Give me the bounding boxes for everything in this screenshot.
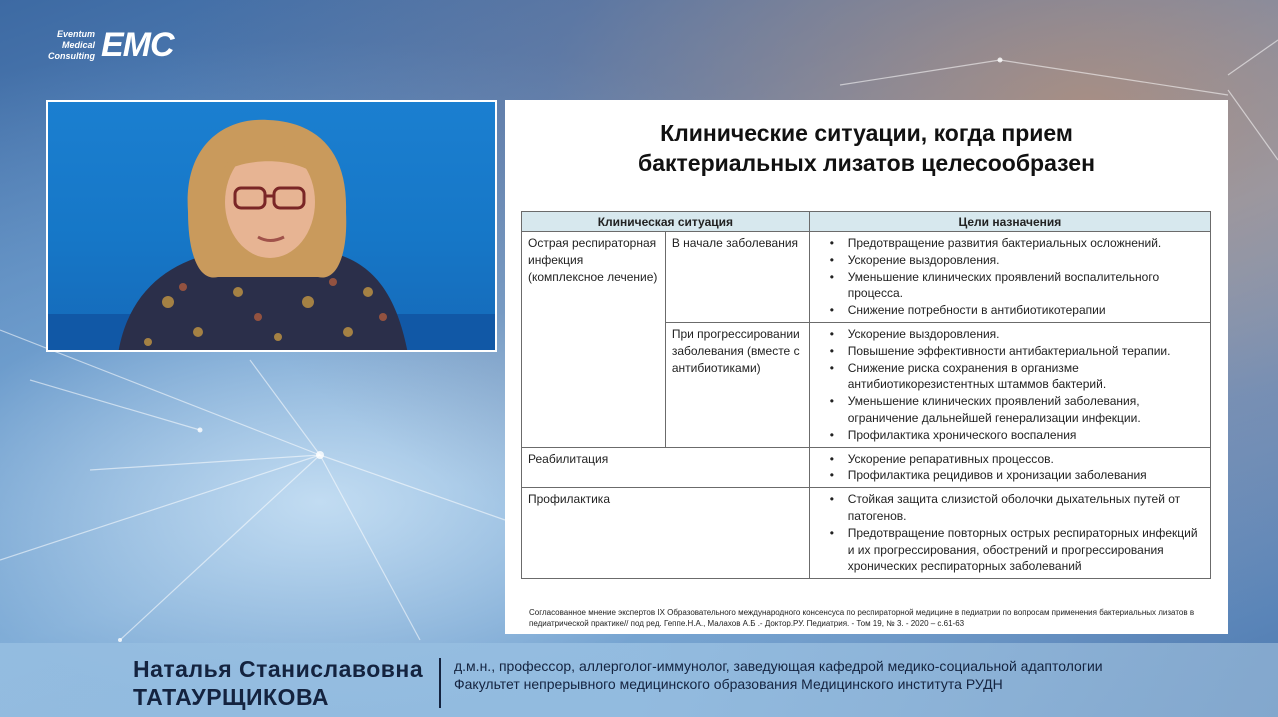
emc-logo: [48, 28, 174, 62]
situation-cell: Реабилитация: [522, 447, 810, 488]
slide-title-line: бактериальных лизатов целесообразен: [638, 150, 1095, 176]
lower-third-divider: [439, 658, 441, 708]
logo-caption: [48, 29, 95, 62]
column-header-goals: Цели назначения: [809, 212, 1210, 232]
goal-item: • Уменьшение клинических проявлений воспалительного процесса.: [830, 269, 1204, 303]
table-row: [522, 447, 1211, 488]
presentation-slide: [505, 100, 1228, 634]
speaker-name: [133, 655, 423, 711]
goal-item: • Предотвращение повторных острых респираторных инфекций и их прогрессирования, обострений и прогрессирования хронических респираторных заболеваний: [830, 525, 1204, 575]
logo-mark: EMC: [101, 26, 174, 64]
slide-reference: Согласованное мнение экспертов IX Образовательного международного консенсуса по респираторной медицине в педиатрии по вопросам применения бактериальных лизатов в педиатрической практике// под ред. Геппе.Н.А., Малахов А.Б .- Доктор.РУ. Педиатрия. - Том 19, № 3. - 2020 – с.61-63: [529, 608, 1195, 628]
goals-list: [816, 326, 1204, 444]
goals-list: [816, 451, 1204, 485]
goal-item: • Снижение потребности в антибиотикотерапии: [830, 302, 1204, 319]
speaker-affiliation-line: Факультет непрерывного медицинского образования Медицинского института РУДН: [454, 676, 1003, 692]
goal-item: • Ускорение репаративных процессов.: [830, 451, 1204, 468]
goal-item: • Профилактика хронического воспаления: [830, 427, 1204, 444]
table-row: [522, 232, 1211, 323]
goal-item: • Стойкая защита слизистой оболочки дыхательных путей от патогенов.: [830, 491, 1204, 525]
goal-item: • Предотвращение развития бактериальных осложнений.: [830, 235, 1204, 252]
goal-item: • Ускорение выздоровления.: [830, 326, 1204, 343]
goals-cell: [809, 488, 1210, 579]
slide-title: [505, 118, 1228, 178]
goal-item: • Профилактика рецидивов и хронизации заболевания: [830, 467, 1204, 484]
presenter-silhouette: [48, 102, 497, 352]
goal-item: • Уменьшение клинических проявлений заболевания, ограничение дальнейшей генерализации инфекции.: [830, 393, 1204, 427]
goals-cell: [809, 232, 1210, 323]
goals-list: [816, 235, 1204, 319]
column-header-situation: Клиническая ситуация: [522, 212, 810, 232]
goals-list: [816, 491, 1204, 575]
indications-table: [521, 211, 1211, 579]
table-header-row: [522, 212, 1211, 232]
logo-caption-line: Eventum: [56, 28, 95, 39]
situation-cell: Острая респираторная инфекция (комплексное лечение): [522, 232, 666, 448]
speaker-surname: ТАТАУРЩИКОВА: [133, 684, 330, 710]
goals-cell: [809, 447, 1210, 488]
speaker-first-names: Наталья Станиславовна: [133, 656, 424, 682]
logo-caption-line: Consulting: [48, 50, 95, 61]
table-row: [522, 488, 1211, 579]
speaker-title-line: д.м.н., профессор, аллерголог-иммунолог, заведующая кафедрой медико-социальной адаптологии: [454, 658, 1103, 674]
presenter-video: [46, 100, 497, 352]
stage-cell: При прогрессировании заболевания (вместе с антибиотиками): [665, 322, 809, 447]
speaker-credentials: [454, 657, 1103, 693]
goal-item: • Повышение эффективности антибактериальной терапии.: [830, 343, 1204, 360]
goal-item: • Ускорение выздоровления.: [830, 252, 1204, 269]
goals-cell: [809, 322, 1210, 447]
goal-item: • Снижение риска сохранения в организме антибиотикорезистентных штаммов бактерий.: [830, 360, 1204, 394]
stage-cell: В начале заболевания: [665, 232, 809, 323]
situation-cell: Профилактика: [522, 488, 810, 579]
slide-title-line: Клинические ситуации, когда прием: [660, 120, 1073, 146]
logo-caption-line: Medical: [61, 39, 95, 50]
